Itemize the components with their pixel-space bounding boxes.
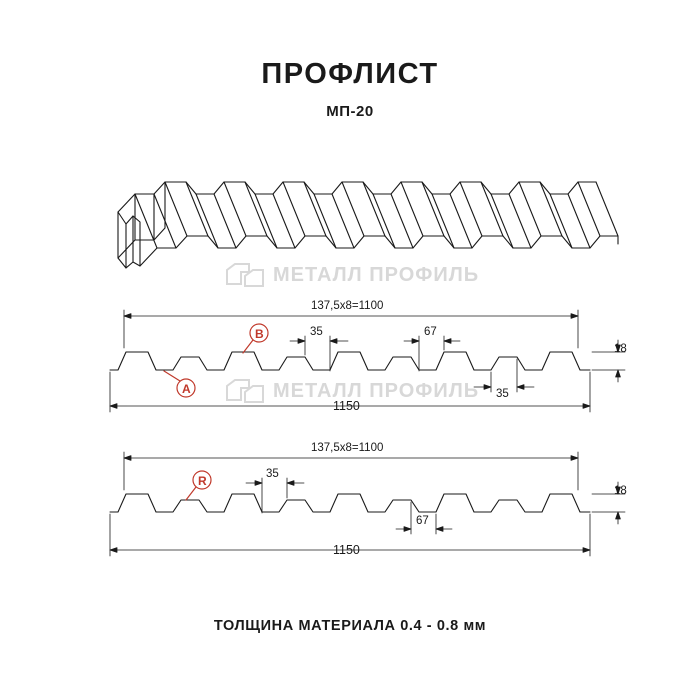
watermark-text: МЕТАЛЛ ПРОФИЛЬ (273, 263, 480, 286)
section-r-dimensions (110, 452, 625, 556)
dim-r-top: 137,5х8=1100 (311, 442, 384, 454)
dim-a-rib-bottom: 35 (496, 388, 509, 400)
dim-r-rib-top: 35 (266, 468, 279, 480)
watermark-text: МЕТАЛЛ ПРОФИЛЬ (273, 379, 480, 402)
callout-label-r: R (198, 474, 207, 488)
callout-label-b: B (255, 327, 264, 341)
section-r-geometry (110, 494, 590, 512)
dim-a-rib-top: 35 (310, 326, 323, 338)
callout-label-a: A (182, 382, 191, 396)
material-thickness-note: ТОЛЩИНА МАТЕРИАЛА 0.4 - 0.8 мм (213, 618, 487, 634)
dim-a-bottom: 1150 (333, 399, 360, 413)
section-a-callouts (164, 324, 268, 397)
page-title: ПРОФЛИСТ (261, 58, 439, 90)
dim-a-height: 18 (614, 343, 627, 355)
dim-a-rib-mid: 67 (424, 326, 437, 338)
isometric-sheet (118, 182, 618, 268)
dim-r-rib-mid: 67 (416, 515, 429, 527)
section-a-geometry (110, 352, 590, 370)
dim-r-height: 18 (614, 485, 627, 497)
dim-a-top: 137,5х8=1100 (311, 300, 384, 312)
page-subtitle: МП-20 (326, 103, 374, 120)
dim-r-bottom: 1150 (333, 543, 360, 557)
